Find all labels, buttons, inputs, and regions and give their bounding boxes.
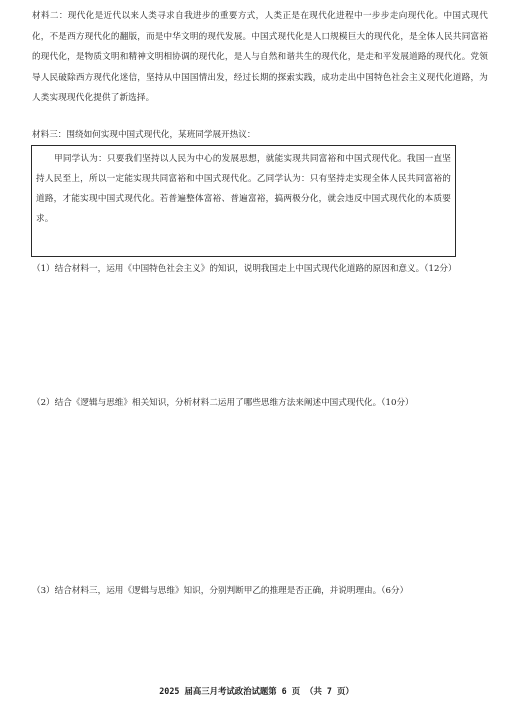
page-footer: 2025 届高三月考试政治试题第 6 页 （共 7 页） <box>159 686 354 696</box>
material-two-paragraph: 材料二：现代化是近代以来人类寻求自我进步的重要方式，人类正是在现代化进程中一步步走向现代化。中国式现代化，不是西方现代化的翻版，而是中华文明的现代发展。中国式现代化是人口规模巨大的现代化，是全体人民共同富裕的现代化，是物质文明和精神文明相协调的现代化，是人与自然和谐共生的现代化，是走和平发展道路的现代化。党领导人民破除西方现代化迷信，坚持从中国国情出发，经过长期的探索实践，成功走出中国特色社会主义现代化道路，为人类实现现代化提供了新选择。 <box>32 11 488 103</box>
question-1: （1）结合材料一，运用《中国特色社会主义》的知识，说明我国走上中国式现代化道路的原因和意义。（12分） <box>32 264 457 274</box>
question-3: （3）结合材料三，运用《逻辑与思维》知识，分别判断甲乙的推理是否正确，并说明理由。（6分） <box>32 586 409 596</box>
material-three-label: 材料三：围绕如何实现中国式现代化，某班同学展开热议： <box>32 130 256 140</box>
material-three-box: 甲同学认为：只要我们坚持以人民为中心的发展思想，就能实现共同富裕和中国式现代化。我国一直坚持人民至上，所以一定能实现共同富裕和中国式现代化。乙同学认为：只有坚持走实现全体人民共同富裕的道路，才能实现中国式现代化。若普遍整体富裕、普遍富裕，搞两极分化，就会违反中国式现代化的本质要求。 <box>31 145 456 257</box>
question-2: （2）结合《逻辑与思维》相关知识，分析材料二运用了哪些思维方法来阐述中国式现代化。（10分） <box>32 398 414 408</box>
